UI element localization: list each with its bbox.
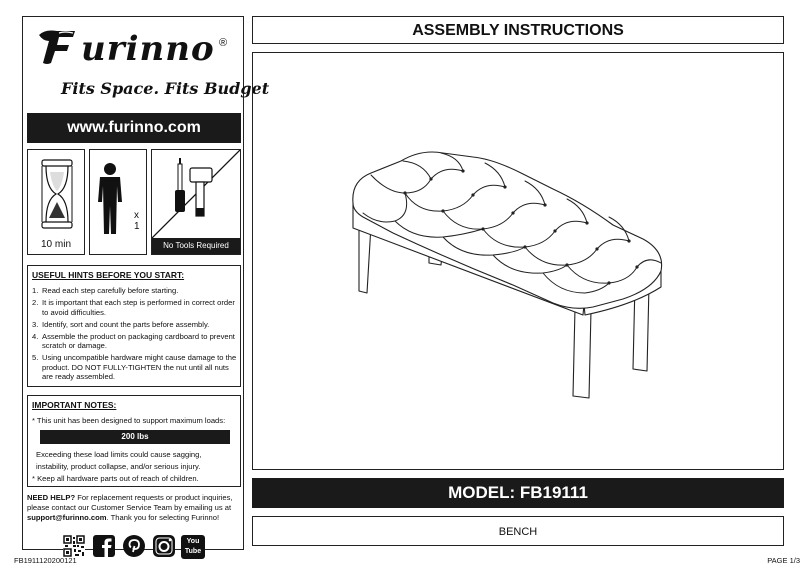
facebook-icon[interactable]	[93, 535, 115, 557]
notes-section	[27, 395, 241, 487]
list-item: 1. Read each step carefully before starting.	[32, 286, 179, 295]
brand-wordmark: urinno	[81, 29, 215, 69]
youtube-icon[interactable]: You Tube	[181, 535, 205, 559]
page-title: ASSEMBLY INSTRUCTIONS	[252, 16, 784, 44]
tools-requirement	[151, 149, 241, 255]
time-caption: 10 min	[40, 239, 71, 250]
person-icon	[96, 162, 124, 236]
website-banner: www.furinno.com	[27, 113, 241, 143]
furinno-f-emblem-icon	[35, 27, 79, 67]
help-text-1: For replacement requests or product inquiries, please contact our Customer Service Team by emailing us at	[27, 493, 233, 512]
children-note: * Keep all hardware parts out of reach of children.	[32, 474, 199, 483]
page-number: PAGE 1/3	[767, 556, 800, 565]
help-paragraph	[27, 493, 241, 523]
max-load-badge: 200 lbs	[40, 430, 230, 444]
model-number-banner: MODEL: FB19111	[252, 478, 784, 508]
product-name: BENCH	[252, 516, 784, 546]
list-item: 4. Assemble the product on packaging cardboard to prevent scratch or damage.	[32, 331, 235, 350]
document-code: FB1911120200121	[14, 556, 77, 565]
support-note: * This unit has been designed to support maximum loads:	[32, 416, 226, 425]
tufted-bench-image	[253, 53, 783, 469]
pinterest-icon[interactable]	[123, 535, 145, 557]
instagram-icon[interactable]	[153, 535, 175, 557]
brand-tagline: Fits Space. Fits Budget	[61, 79, 270, 98]
time-requirement	[27, 149, 85, 255]
tools-caption: No Tools Required	[152, 238, 240, 254]
list-item: 5. Using uncompatible hardware might cause damage to the product. DO NOT FULLY-TIGHTEN the nut until all nuts are ready assembled.	[32, 353, 237, 381]
hints-section	[27, 265, 241, 387]
qr-code-icon[interactable]	[63, 535, 85, 557]
hints-list	[32, 286, 238, 384]
exceed-note-2: instability, product collapse, and/or serious injury.	[36, 462, 201, 471]
registered-mark: ®	[219, 37, 228, 49]
people-requirement	[89, 149, 147, 255]
help-label: NEED HELP?	[27, 493, 76, 502]
help-text-2: . Thank you for selecting Furinno!	[106, 513, 220, 522]
info-panel	[22, 16, 270, 555]
requirements-row	[27, 149, 241, 255]
hints-title: USEFUL HINTS BEFORE YOU START:	[32, 270, 185, 280]
people-count: x 1	[134, 210, 140, 232]
notes-title: IMPORTANT NOTES:	[32, 400, 117, 410]
brand-logo	[23, 17, 270, 105]
product-illustration	[252, 52, 784, 470]
hourglass-icon	[40, 158, 74, 230]
list-item: 3. Identify, sort and count the parts before assembly.	[32, 319, 210, 329]
no-tools-icon	[152, 150, 240, 238]
support-email-link[interactable]: support@furinno.com	[27, 513, 107, 522]
exceed-note-1: Exceeding these load limits could cause sagging,	[36, 450, 202, 459]
list-item: 2. It is important that each step is performed in correct order to avoid difficulties.	[32, 298, 235, 317]
